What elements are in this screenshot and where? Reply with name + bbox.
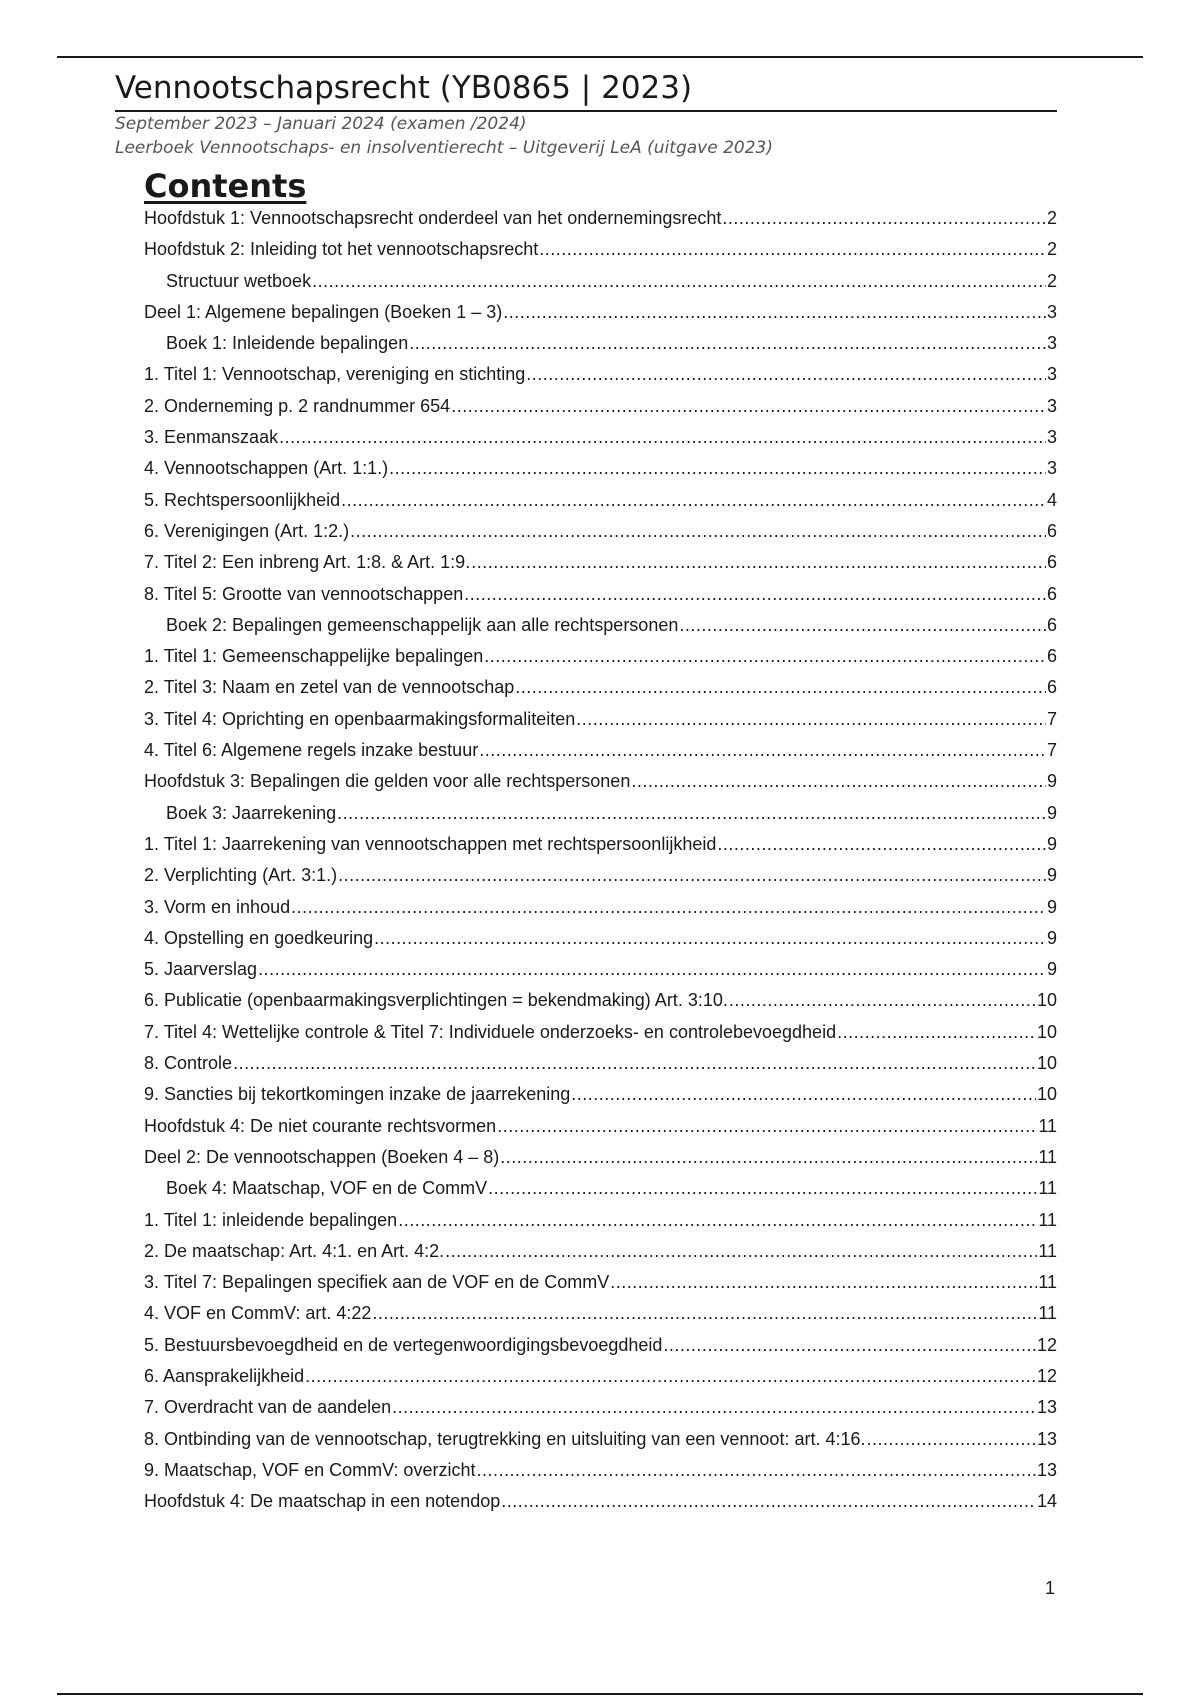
toc-entry[interactable] <box>144 458 1057 489</box>
toc-entry-label: 2. De maatschap: Art. 4:1. en Art. 4:2. <box>144 1240 445 1261</box>
toc-dot-leader <box>571 1084 1036 1105</box>
toc-entry-label: 3. Vorm en inhoud <box>144 896 291 917</box>
toc-entry-page-number: 3 <box>1046 333 1057 354</box>
toc-entry-page-number: 10 <box>1036 990 1057 1011</box>
toc-entry-label: 3. Titel 4: Oprichting en openbaarmakingsformaliteiten <box>144 708 576 729</box>
toc-entry-page-number: 10 <box>1036 1053 1057 1074</box>
toc-entry[interactable] <box>144 1084 1057 1115</box>
toc-dot-leader <box>350 521 1046 542</box>
toc-entry-label: 6. Publicatie (openbaarmakingsverplichtingen = bekendmaking) Art. 3:10. <box>144 990 728 1011</box>
toc-entry[interactable] <box>144 1116 1057 1147</box>
toc-dot-leader <box>729 990 1036 1011</box>
toc-entry[interactable] <box>144 1272 1057 1303</box>
toc-entry[interactable] <box>144 990 1057 1021</box>
toc-entry-page-number: 12 <box>1036 1334 1057 1355</box>
toc-dot-leader <box>471 552 1046 573</box>
toc-dot-leader <box>392 1397 1036 1418</box>
toc-dot-leader <box>663 1335 1036 1356</box>
toc-entry[interactable] <box>144 865 1057 896</box>
toc-entry-page-number: 9 <box>1046 927 1057 948</box>
toc-entry-page-number: 3 <box>1046 458 1057 479</box>
toc-dot-leader <box>867 1429 1036 1450</box>
toc-entry[interactable] <box>144 959 1057 990</box>
toc-entry-label: Deel 1: Algemene bepalingen (Boeken 1 – 3) <box>144 301 503 322</box>
document-header <box>115 68 1057 160</box>
toc-entry-page-number: 9 <box>1046 833 1057 854</box>
toc-entry-page-number: 9 <box>1046 771 1057 792</box>
toc-entry-page-number: 13 <box>1036 1397 1057 1418</box>
toc-dot-leader <box>610 1272 1037 1293</box>
toc-dot-leader <box>305 1366 1036 1387</box>
toc-entry[interactable] <box>144 333 1057 364</box>
page-bottom-rule <box>57 1693 1143 1695</box>
toc-entry-label: 4. Titel 6: Algemene regels inzake bestuur <box>144 740 479 761</box>
toc-entry-page-number: 6 <box>1046 520 1057 541</box>
page-number: 1 <box>1045 1578 1056 1598</box>
toc-entry[interactable] <box>144 1366 1057 1397</box>
toc-dot-leader <box>500 1147 1037 1168</box>
toc-entry-page-number: 10 <box>1036 1021 1057 1042</box>
toc-dot-leader <box>389 458 1046 479</box>
toc-entry[interactable] <box>144 1491 1057 1522</box>
toc-entry-page-number: 11 <box>1038 1115 1057 1136</box>
toc-entry[interactable] <box>144 427 1057 458</box>
document-title: Vennootschapsrecht (YB0865 | 2023) <box>115 68 1057 112</box>
toc-entry-label: 2. Onderneming p. 2 randnummer 654 <box>144 395 451 416</box>
toc-dot-leader <box>451 396 1046 417</box>
toc-dot-leader <box>722 208 1046 229</box>
toc-entry[interactable] <box>144 1335 1057 1366</box>
toc-entry-page-number: 12 <box>1036 1365 1057 1386</box>
toc-entry-label: Hoofdstuk 4: De maatschap in een notendop <box>144 1491 501 1512</box>
toc-entry-label: 2. Verplichting (Art. 3:1.) <box>144 865 338 886</box>
toc-dot-leader <box>484 646 1046 667</box>
toc-entry[interactable] <box>144 709 1057 740</box>
toc-entry-label: 6. Aansprakelijkheid <box>144 1365 305 1386</box>
toc-entry-label: 7. Titel 4: Wettelijke controle & Titel 7: Individuele onderzoeks- en controlebevoegdheid <box>144 1021 837 1042</box>
toc-entry[interactable] <box>144 490 1057 521</box>
toc-entry[interactable] <box>144 1053 1057 1084</box>
toc-entry-label: Boek 4: Maatschap, VOF en de CommV <box>166 1178 488 1199</box>
toc-dot-leader <box>497 1116 1037 1137</box>
toc-entry[interactable] <box>144 897 1057 928</box>
toc-entry-label: Hoofdstuk 3: Bepalingen die gelden voor alle rechtspersonen <box>144 771 631 792</box>
toc-entry[interactable] <box>144 1303 1057 1334</box>
toc-dot-leader <box>233 1053 1036 1074</box>
toc-entry-page-number: 11 <box>1038 1209 1057 1230</box>
toc-entry-page-number: 13 <box>1036 1428 1057 1449</box>
toc-entry-page-number: 2 <box>1046 239 1057 260</box>
toc-entry-label: Hoofdstuk 4: De niet courante rechtsvormen <box>144 1115 497 1136</box>
toc-entry[interactable] <box>144 740 1057 771</box>
toc-entry-label: 9. Sancties bij tekortkomingen inzake de jaarrekening <box>144 1084 571 1105</box>
toc-dot-leader <box>372 1303 1037 1324</box>
toc-entry-page-number: 7 <box>1046 740 1057 761</box>
toc-entry-label: 7. Overdracht van de aandelen <box>144 1397 392 1418</box>
toc-entry[interactable] <box>144 552 1057 583</box>
toc-entry[interactable] <box>144 646 1057 677</box>
toc-entry-page-number: 6 <box>1046 646 1057 667</box>
toc-dot-leader <box>479 740 1046 761</box>
toc-dot-leader <box>291 897 1046 918</box>
toc-entry-label: Deel 2: De vennootschappen (Boeken 4 – 8) <box>144 1146 500 1167</box>
toc-entry-label: 5. Bestuursbevoegdheid en de vertegenwoordigingsbevoegdheid <box>144 1334 663 1355</box>
toc-dot-leader <box>338 865 1046 886</box>
toc-entry[interactable] <box>144 239 1057 270</box>
toc-entry-page-number: 6 <box>1046 583 1057 604</box>
toc-entry-label: 8. Titel 5: Grootte van vennootschappen <box>144 583 464 604</box>
document-subtitle-dates: September 2023 – Januari 2024 (examen /2024) <box>115 114 527 134</box>
toc-entry-label: 3. Titel 7: Bepalingen specifiek aan de VOF en de CommV <box>144 1272 610 1293</box>
toc-entry-label: 4. Opstelling en goedkeuring <box>144 927 374 948</box>
toc-dot-leader <box>631 771 1046 792</box>
toc-dot-leader <box>526 364 1046 385</box>
toc-dot-leader <box>279 427 1046 448</box>
toc-entry[interactable] <box>144 834 1057 865</box>
toc-entry-page-number: 11 <box>1038 1272 1057 1293</box>
toc-entry-page-number: 3 <box>1046 364 1057 385</box>
toc-entry[interactable] <box>144 1147 1057 1178</box>
toc-entry[interactable] <box>144 803 1057 834</box>
toc-entry[interactable] <box>144 1241 1057 1272</box>
toc-entry-label: Boek 1: Inleidende bepalingen <box>166 333 409 354</box>
toc-entry-label: Hoofdstuk 2: Inleiding tot het vennootschapsrecht <box>144 239 539 260</box>
toc-entry[interactable] <box>144 1178 1057 1209</box>
toc-entry-label: Boek 3: Jaarrekening <box>166 802 337 823</box>
toc-entry-page-number: 3 <box>1046 395 1057 416</box>
toc-entry-label: 3. Eenmanszaak <box>144 427 279 448</box>
toc-entry-page-number: 2 <box>1046 208 1057 228</box>
toc-entry[interactable] <box>144 615 1057 646</box>
toc-entry[interactable] <box>144 1210 1057 1241</box>
toc-entry-label: 5. Rechtspersoonlijkheid <box>144 489 341 510</box>
toc-entry-page-number: 9 <box>1046 896 1057 917</box>
toc-entry-label: Structuur wetboek <box>166 270 312 291</box>
toc-entry-page-number: 11 <box>1038 1240 1057 1261</box>
toc-entry-page-number: 6 <box>1046 552 1057 573</box>
toc-entry[interactable] <box>144 302 1057 333</box>
toc-entry[interactable] <box>144 208 1057 239</box>
toc-dot-leader <box>476 1460 1036 1481</box>
toc-entry-label: 8. Controle <box>144 1053 233 1074</box>
toc-entry-label: 4. VOF en CommV: art. 4:22 <box>144 1303 372 1324</box>
toc-entry[interactable] <box>144 771 1057 802</box>
toc-entry-label: 1. Titel 1: inleidende bepalingen <box>144 1209 398 1230</box>
toc-entry-label: 5. Jaarverslag <box>144 959 258 980</box>
toc-dot-leader <box>501 1491 1036 1512</box>
toc-entry-label: 1. Titel 1: Vennootschap, vereniging en stichting <box>144 364 526 385</box>
toc-entry-page-number: 9 <box>1046 802 1057 823</box>
toc-dot-leader <box>445 1241 1037 1262</box>
toc-entry-label: Boek 2: Bepalingen gemeenschappelijk aan alle rechtspersonen <box>166 614 679 635</box>
toc-entry-label: 8. Ontbinding van de vennootschap, terugtrekking en uitsluiting van een vennoot: art. 4:16. <box>144 1428 866 1449</box>
toc-entry-page-number: 6 <box>1046 614 1057 635</box>
toc-entry[interactable] <box>144 271 1057 302</box>
toc-dot-leader <box>341 490 1046 511</box>
toc-heading: Contents <box>144 167 307 205</box>
toc-list <box>144 208 1057 1522</box>
toc-dot-leader <box>837 1022 1036 1043</box>
toc-entry-page-number: 11 <box>1038 1146 1057 1167</box>
toc-entry[interactable] <box>144 584 1057 615</box>
toc-entry-label: 6. Verenigingen (Art. 1:2.) <box>144 520 350 541</box>
toc-entry-page-number: 3 <box>1046 301 1057 322</box>
toc-entry[interactable] <box>144 1022 1057 1053</box>
toc-dot-leader <box>539 239 1046 260</box>
toc-dot-leader <box>337 803 1046 824</box>
toc-entry-page-number: 10 <box>1036 1084 1057 1105</box>
toc-entry-label: 7. Titel 2: Een inbreng Art. 1:8. & Art. 1:9. <box>144 552 471 573</box>
toc-entry[interactable] <box>144 1460 1057 1491</box>
toc-dot-leader <box>258 959 1046 980</box>
toc-dot-leader <box>312 271 1046 292</box>
toc-dot-leader <box>515 677 1046 698</box>
document-subtitle-textbook: Leerboek Vennootschaps- en insolventierecht – Uitgeverij LeA (uitgave 2023) <box>115 138 773 158</box>
toc-entry[interactable] <box>144 677 1057 708</box>
toc-dot-leader <box>679 615 1046 636</box>
toc-dot-leader <box>374 928 1046 949</box>
toc-entry[interactable] <box>144 1397 1057 1428</box>
toc-entry-page-number: 7 <box>1046 708 1057 729</box>
toc-entry-page-number: 3 <box>1046 427 1057 448</box>
toc-dot-leader <box>488 1178 1037 1199</box>
toc-dot-leader <box>398 1210 1037 1231</box>
toc-entry[interactable] <box>144 364 1057 395</box>
toc-entry[interactable] <box>144 396 1057 427</box>
toc-entry-page-number: 9 <box>1046 959 1057 980</box>
toc-entry-page-number: 2 <box>1046 270 1057 291</box>
toc-entry-page-number: 13 <box>1036 1459 1057 1480</box>
toc-entry-label: 2. Titel 3: Naam en zetel van de vennootschap <box>144 677 515 698</box>
toc-dot-leader <box>717 834 1046 855</box>
toc-entry-page-number: 14 <box>1036 1491 1057 1512</box>
toc-entry-page-number: 4 <box>1046 489 1057 510</box>
toc-dot-leader <box>576 709 1046 730</box>
toc-entry-page-number: 11 <box>1038 1303 1057 1324</box>
toc-dot-leader <box>464 584 1046 605</box>
toc-entry-label: 4. Vennootschappen (Art. 1:1.) <box>144 458 389 479</box>
toc-entry[interactable] <box>144 1429 1057 1460</box>
toc-entry[interactable] <box>144 928 1057 959</box>
toc-entry-label: 1. Titel 1: Gemeenschappelijke bepalingen <box>144 646 484 667</box>
toc-entry-page-number: 9 <box>1046 865 1057 886</box>
page-top-rule <box>57 56 1143 58</box>
toc-dot-leader <box>409 333 1046 354</box>
toc-entry-page-number: 6 <box>1046 677 1057 698</box>
toc-entry[interactable] <box>144 521 1057 552</box>
table-of-contents <box>144 166 1057 1522</box>
toc-entry-label: 1. Titel 1: Jaarrekening van vennootschappen met rechtspersoonlijkheid <box>144 833 717 854</box>
toc-entry-label: Hoofdstuk 1: Vennootschapsrecht onderdeel van het ondernemingsrecht <box>144 208 722 228</box>
toc-entry-label: 9. Maatschap, VOF en CommV: overzicht <box>144 1459 476 1480</box>
toc-entry-page-number: 11 <box>1038 1178 1057 1199</box>
toc-dot-leader <box>503 302 1046 323</box>
